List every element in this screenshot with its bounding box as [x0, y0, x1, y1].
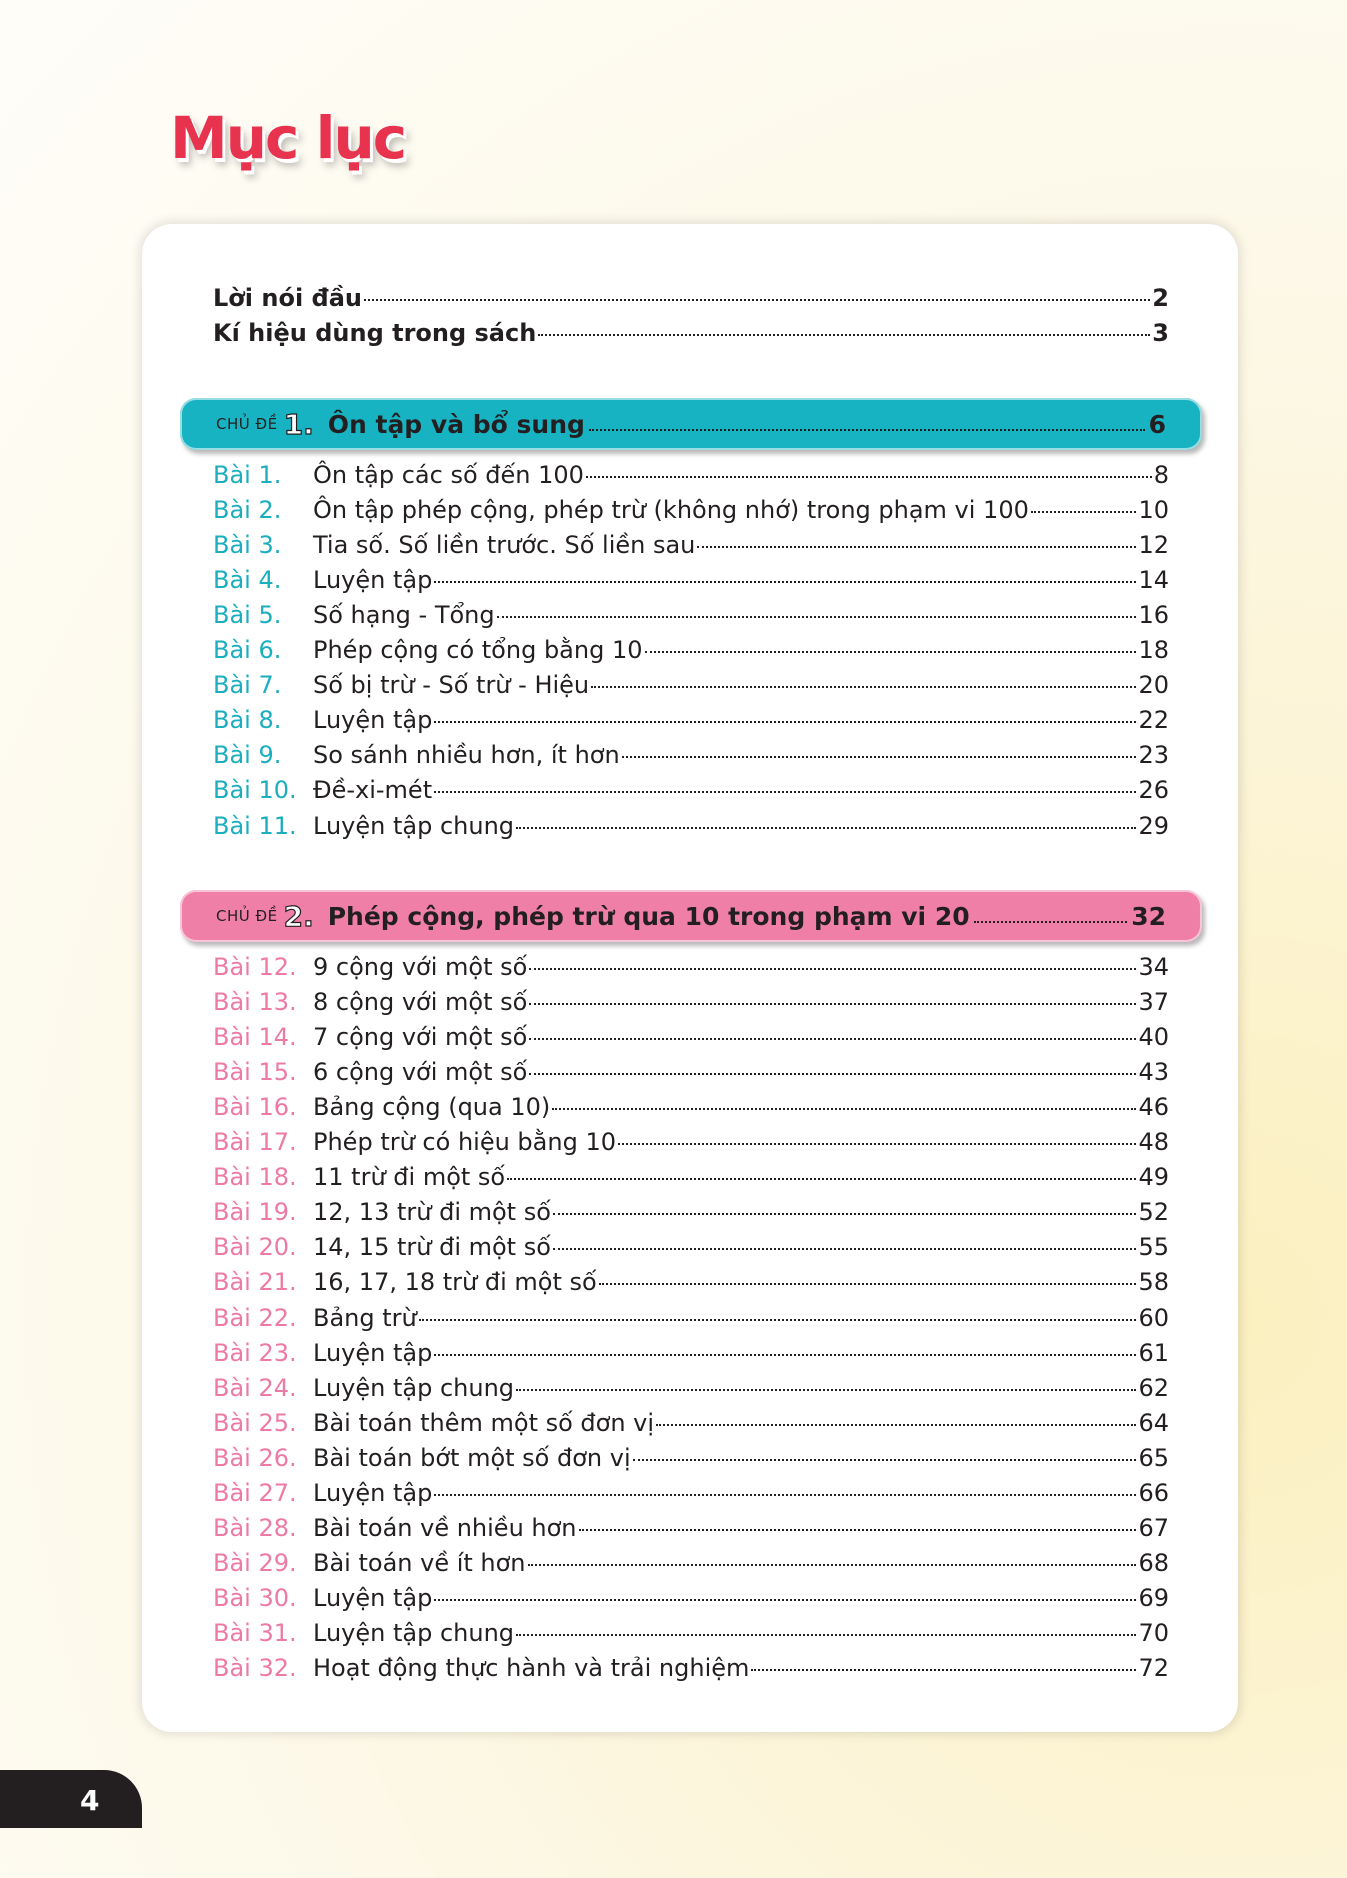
lesson-entry[interactable]	[213, 1409, 1169, 1444]
page-title: Mục lục	[170, 104, 406, 172]
lesson-title: 8 cộng với một số	[313, 988, 528, 1017]
lesson-number: Bài 31.	[213, 1618, 297, 1647]
lesson-entry[interactable]	[213, 1058, 1169, 1093]
lesson-number: Bài 2.	[213, 496, 282, 525]
lesson-number: Bài 15.	[213, 1058, 297, 1087]
dot-leader	[516, 1389, 1136, 1391]
lesson-title: Bài toán về nhiều hơn	[313, 1513, 577, 1542]
lesson-title: So sánh nhiều hơn, ít hơn	[313, 741, 620, 770]
lesson-title: 14, 15 trừ đi một số	[313, 1233, 551, 1262]
dot-leader	[434, 1599, 1136, 1601]
chapter-label: CHỦ ĐỀ	[216, 415, 278, 433]
lesson-entry[interactable]	[213, 1339, 1169, 1374]
lesson-number: Bài 23.	[213, 1338, 297, 1367]
dot-leader	[434, 1494, 1136, 1496]
dot-leader	[434, 721, 1136, 723]
dot-leader	[974, 921, 1128, 923]
lesson-entry[interactable]	[213, 1093, 1169, 1128]
lesson-title: Ôn tập các số đến 100	[313, 461, 584, 489]
lesson-title: Đề-xi-mét	[313, 776, 433, 805]
chapter-page: 6	[1148, 409, 1166, 439]
chapter-page: 32	[1131, 901, 1166, 931]
lesson-entry[interactable]	[213, 741, 1169, 776]
entry-page: 3	[1152, 319, 1169, 347]
chapter-label: CHỦ ĐỀ	[216, 907, 278, 925]
lesson-title: Phép cộng có tổng bằng 10	[313, 636, 643, 665]
dot-leader	[529, 968, 1136, 970]
lesson-entry[interactable]	[213, 566, 1169, 601]
dot-leader	[528, 1564, 1137, 1566]
lesson-page: 61	[1138, 1338, 1169, 1367]
lesson-number: Bài 5.	[213, 601, 282, 630]
lesson-page: 10	[1138, 496, 1169, 525]
dot-leader	[618, 1143, 1136, 1145]
lesson-number: Bài 9.	[213, 741, 282, 770]
lesson-page: 22	[1138, 706, 1169, 735]
chapter-number: 1.	[283, 407, 314, 441]
entry-title: Kí hiệu dùng trong sách	[213, 319, 537, 347]
lesson-number: Bài 16.	[213, 1093, 297, 1122]
dot-leader	[697, 546, 1136, 548]
lesson-number: Bài 19.	[213, 1198, 297, 1227]
dot-leader	[552, 1108, 1136, 1110]
lesson-entry[interactable]	[213, 1654, 1169, 1689]
lesson-entry[interactable]	[213, 1514, 1169, 1549]
dot-leader	[645, 651, 1137, 653]
lesson-title: Bảng trừ	[313, 1303, 417, 1332]
lesson-page: 52	[1138, 1198, 1169, 1227]
lesson-entry[interactable]	[213, 1444, 1169, 1479]
lesson-entry[interactable]	[213, 1128, 1169, 1163]
lesson-number: Bài 25.	[213, 1408, 297, 1437]
lesson-title: 7 cộng với một số	[313, 1023, 528, 1052]
lesson-number: Bài 10.	[213, 776, 297, 805]
lesson-number: Bài 12.	[213, 953, 297, 981]
chapter-title: Ôn tập và bổ sung	[327, 409, 585, 439]
lesson-title: 12, 13 trừ đi một số	[313, 1198, 551, 1227]
lesson-page: 72	[1138, 1654, 1169, 1682]
dot-leader	[622, 756, 1137, 758]
lesson-title: Bảng cộng (qua 10)	[313, 1093, 551, 1122]
lesson-title: Luyện tập	[313, 1583, 433, 1612]
lesson-number: Bài 4.	[213, 566, 282, 595]
lesson-entry[interactable]	[213, 601, 1169, 636]
lesson-title: 9 cộng với một số	[313, 953, 528, 981]
lesson-title: Luyện tập chung	[313, 811, 515, 840]
lesson-entry[interactable]	[213, 1374, 1169, 1409]
lesson-page: 48	[1138, 1128, 1169, 1157]
lesson-page: 14	[1138, 566, 1169, 595]
lesson-page: 43	[1138, 1058, 1169, 1087]
lesson-page: 46	[1138, 1093, 1169, 1122]
lesson-number: Bài 11.	[213, 811, 297, 840]
lesson-page: 67	[1138, 1513, 1169, 1542]
lesson-title: Bài toán thêm một số đơn vị	[313, 1408, 655, 1437]
chapter-banner[interactable]	[180, 890, 1202, 942]
dot-leader	[529, 1038, 1136, 1040]
lesson-page: 62	[1138, 1373, 1169, 1402]
lesson-title: Ôn tập phép cộng, phép trừ (không nhớ) trong phạm vi 100	[313, 496, 1029, 525]
lesson-title: Luyện tập	[313, 566, 433, 595]
lesson-title: Số hạng - Tổng	[313, 601, 495, 630]
dot-leader	[529, 1073, 1136, 1075]
lesson-page: 18	[1138, 636, 1169, 665]
lesson-page: 66	[1138, 1478, 1169, 1507]
lesson-page: 49	[1138, 1163, 1169, 1192]
lesson-page: 64	[1138, 1408, 1169, 1437]
lesson-entry[interactable]	[213, 1023, 1169, 1058]
dot-leader	[553, 1248, 1137, 1250]
lesson-number: Bài 21.	[213, 1268, 297, 1297]
entry-title: Lời nói đầu	[213, 284, 362, 312]
lesson-number: Bài 3.	[213, 531, 282, 560]
page-number-tab	[0, 1770, 142, 1828]
lesson-number: Bài 20.	[213, 1233, 297, 1262]
lesson-title: Phép trừ có hiệu bằng 10	[313, 1128, 616, 1157]
toc-intro-entry[interactable]	[213, 284, 1169, 319]
dot-leader	[434, 791, 1136, 793]
lesson-page: 23	[1138, 741, 1169, 770]
lesson-page: 34	[1138, 953, 1169, 981]
lesson-entry[interactable]	[213, 1198, 1169, 1233]
lesson-page: 70	[1138, 1618, 1169, 1647]
lesson-number: Bài 28.	[213, 1513, 297, 1542]
dot-leader	[586, 476, 1152, 478]
dot-leader	[434, 581, 1136, 583]
dot-leader	[599, 1283, 1137, 1285]
lesson-entry[interactable]	[213, 812, 1169, 847]
dot-leader	[589, 429, 1145, 431]
lesson-number: Bài 17.	[213, 1128, 297, 1157]
dot-leader	[529, 1003, 1136, 1005]
lesson-page: 60	[1138, 1303, 1169, 1332]
lesson-page: 8	[1153, 461, 1169, 489]
lesson-number: Bài 7.	[213, 671, 282, 700]
lesson-entry[interactable]	[213, 1268, 1169, 1303]
page-number: 4	[80, 1784, 100, 1817]
lesson-number: Bài 13.	[213, 988, 297, 1017]
lesson-page: 16	[1138, 601, 1169, 630]
lesson-page: 58	[1138, 1268, 1169, 1297]
dot-leader	[364, 299, 1150, 301]
lesson-title: Luyện tập chung	[313, 1618, 515, 1647]
lesson-number: Bài 18.	[213, 1163, 297, 1192]
dot-leader	[516, 1634, 1136, 1636]
entry-page: 2	[1152, 284, 1169, 312]
lesson-page: 12	[1138, 531, 1169, 560]
toc-intro-entry[interactable]	[213, 319, 1169, 354]
chapter-number: 2.	[283, 899, 314, 933]
lesson-entry[interactable]	[213, 706, 1169, 741]
lesson-entry[interactable]	[213, 1233, 1169, 1268]
dot-leader	[497, 616, 1137, 618]
dot-leader	[516, 827, 1136, 829]
lesson-title: Luyện tập	[313, 1338, 433, 1367]
lesson-title: Luyện tập chung	[313, 1373, 515, 1402]
lesson-title: 11 trừ đi một số	[313, 1163, 506, 1192]
lesson-page: 20	[1138, 671, 1169, 700]
lesson-entry[interactable]	[213, 461, 1169, 496]
lesson-title: Luyện tập	[313, 1478, 433, 1507]
lesson-title: Hoạt động thực hành và trải nghiệm	[313, 1654, 750, 1682]
lesson-entry[interactable]	[213, 953, 1169, 988]
lesson-number: Bài 27.	[213, 1478, 297, 1507]
lesson-number: Bài 30.	[213, 1583, 297, 1612]
lesson-title: Luyện tập	[313, 706, 433, 735]
lesson-number: Bài 8.	[213, 706, 282, 735]
lesson-entry[interactable]	[213, 496, 1169, 531]
dot-leader	[553, 1213, 1137, 1215]
lesson-entry[interactable]	[213, 636, 1169, 671]
lesson-number: Bài 14.	[213, 1023, 297, 1052]
chapter-title: Phép cộng, phép trừ qua 10 trong phạm vi 20	[327, 901, 970, 931]
lesson-entry[interactable]	[213, 1163, 1169, 1198]
lesson-page: 40	[1138, 1023, 1169, 1052]
lesson-entry[interactable]	[213, 988, 1169, 1023]
lesson-number: Bài 1.	[213, 461, 282, 489]
lesson-entry[interactable]	[213, 1619, 1169, 1654]
dot-leader	[1031, 511, 1137, 513]
lesson-entry[interactable]	[213, 1479, 1169, 1514]
lesson-number: Bài 26.	[213, 1443, 297, 1472]
lesson-entry[interactable]	[213, 1584, 1169, 1619]
lesson-entry[interactable]	[213, 671, 1169, 706]
dot-leader	[633, 1459, 1137, 1461]
lesson-number: Bài 29.	[213, 1548, 297, 1577]
lesson-title: Bài toán bớt một số đơn vị	[313, 1443, 631, 1472]
lesson-page: 26	[1138, 776, 1169, 805]
lesson-title: 6 cộng với một số	[313, 1058, 528, 1087]
lesson-title: Số bị trừ - Số trừ - Hiệu	[313, 671, 590, 700]
lesson-number: Bài 22.	[213, 1303, 297, 1332]
lesson-number: Bài 24.	[213, 1373, 297, 1402]
dot-leader	[434, 1354, 1136, 1356]
lesson-title: Tia số. Số liền trước. Số liền sau	[313, 531, 696, 560]
lesson-page: 65	[1138, 1443, 1169, 1472]
lesson-page: 29	[1138, 811, 1169, 840]
dot-leader	[579, 1529, 1137, 1531]
lesson-entry[interactable]	[213, 1304, 1169, 1339]
dot-leader	[591, 686, 1136, 688]
lesson-entry[interactable]	[213, 776, 1169, 811]
dot-leader	[419, 1319, 1137, 1321]
lesson-number: Bài 6.	[213, 636, 282, 665]
dot-leader	[751, 1669, 1136, 1671]
lesson-page: 55	[1138, 1233, 1169, 1262]
lesson-entry[interactable]	[213, 1549, 1169, 1584]
dot-leader	[656, 1424, 1136, 1426]
chapter-banner[interactable]	[180, 398, 1202, 450]
lesson-title: Bài toán về ít hơn	[313, 1548, 526, 1577]
lesson-page: 69	[1138, 1583, 1169, 1612]
lesson-page: 68	[1138, 1548, 1169, 1577]
lesson-title: 16, 17, 18 trừ đi một số	[313, 1268, 597, 1297]
lesson-page: 37	[1138, 988, 1169, 1017]
dot-leader	[507, 1178, 1136, 1180]
lesson-entry[interactable]	[213, 531, 1169, 566]
dot-leader	[538, 334, 1150, 336]
lesson-number: Bài 32.	[213, 1654, 297, 1682]
